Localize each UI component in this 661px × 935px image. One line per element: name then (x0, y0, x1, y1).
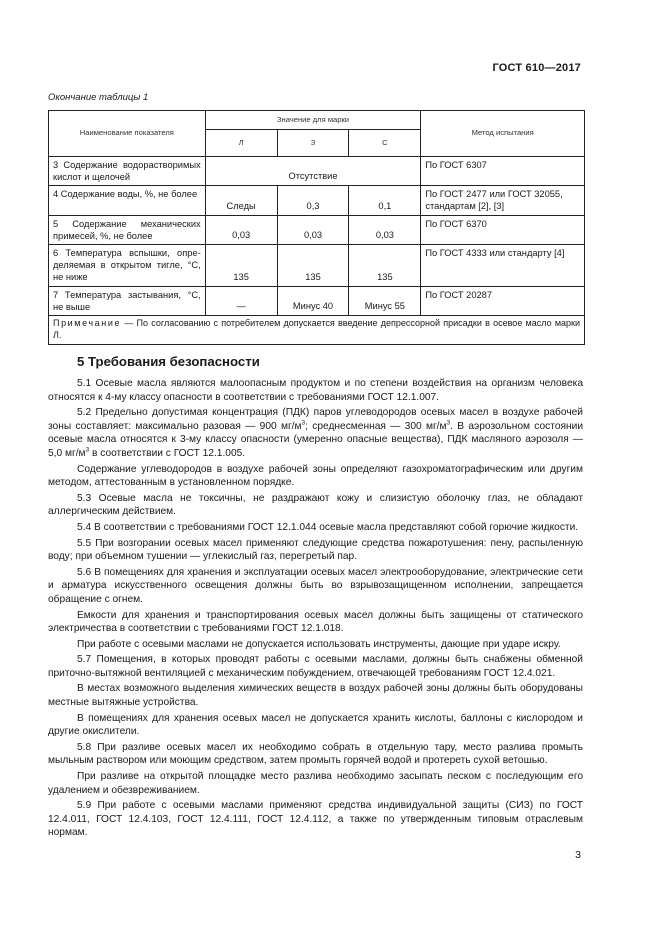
paragraph-part: . В аэрозольном состоянии осевые масла относятся к 3-му классу опасности (умеренно опасные вещества), ПДК масляного аэрозоля — 5,0 мг/м (48, 420, 584, 459)
row-name: 5 Содержание механических примесей, %, не более (49, 216, 206, 245)
paragraph: 5.9 При работе с осевыми маслами применяют средства индивидуальной защиты (СИЗ) по ГОСТ 12.4.011, ГОСТ 12.4.103, ГОСТ 12.4.111, ГОСТ 12.4.112, а также по утвержденным типовым отраслевым нормам. (48, 800, 583, 839)
row-name: 3 Содержание водорастворимых кислот и щелочей (49, 157, 206, 186)
row-value-s: Минус 55 (349, 287, 421, 316)
table-row (49, 245, 585, 287)
row-method: По ГОСТ 20287 (421, 287, 585, 316)
header-method: Метод испытания (421, 111, 585, 157)
paragraph (48, 406, 583, 460)
header-grade-z: З (277, 130, 349, 157)
row-merged-value: Отсутствие (205, 157, 421, 186)
section-body (48, 377, 583, 842)
row-name: 6 Температура вспышки, определяемая в открытом тигле, °С, не ниже (49, 245, 206, 287)
paragraph: 5.4 В соответствии с требованиями ГОСТ 12.1.044 осевые масла представляют собой горючие жидкости. (77, 521, 579, 533)
row-method: По ГОСТ 6370 (421, 216, 585, 245)
paragraph: 5.6 В помещениях для хранения и эксплуатации осевых масел электрооборудование, электрические сети и арматура искусственного освещения должны быть во взрывозащищенном исполнении, запрещается обращение с огнем. (48, 566, 583, 605)
paragraph: 5.1 Осевые масла являются малоопасным продуктом и по степени воздействия на организм человека относятся к 4-му классу опасности в соответствии с требованиями ГОСТ 12.1.007. (48, 378, 583, 403)
paragraph: Содержание углеводородов в воздухе рабочей зоны определяют газохроматографическим или другим методом, аттестованным в установленном порядке. (48, 463, 583, 489)
properties-table (48, 110, 585, 345)
paragraph: 5.7 Помещения, в которых проводят работы с осевыми маслами, должны быть снабжены обменной приточно-вытяжной вентиляцией с механическим побуждением, отвечающей требованиям ГОСТ 12.4.021. (48, 654, 583, 679)
paragraph: 5.3 Осевые масла не токсичны, не раздражают кожу и слизистую оболочку глаз, не обладают аллергическим действием. (48, 492, 583, 518)
table-row (49, 287, 585, 316)
table-note (49, 316, 585, 344)
header-value-group: Значение для марки (205, 111, 421, 130)
paragraph: 5.5 При возгорании осевых масел применяют следующие средства пожаротушения: пену, распыленную воду; при объемном тушении — углекислый газ, перегретый пар. (48, 537, 583, 563)
row-value-s: 0,1 (349, 186, 421, 216)
row-value-l: 135 (205, 245, 277, 287)
paragraph-part: 5.2 Предельно допустимая концентрация (ПДК) паров углеводородов осевых масел в воздухе рабочей зоны составляет: максимально разовая — 900 мг/м (48, 407, 583, 432)
row-method: По ГОСТ 6307 (421, 157, 585, 186)
table-row (49, 157, 585, 186)
document-header-standard: ГОСТ 610—2017 (492, 62, 581, 74)
row-name: 7 Температура застывания, °С, не выше (49, 287, 206, 316)
superscript: 3 (85, 446, 90, 454)
header-grade-s: С (349, 130, 421, 157)
row-value-l: Следы (205, 186, 277, 216)
table-row (49, 186, 585, 216)
paragraph: При разливе на открытой площадке место разлива необходимо засыпать песком с последующим его удалением и обезвреживанием. (48, 771, 583, 796)
note-label: Примечание (53, 318, 122, 329)
row-value-l: — (205, 287, 277, 316)
row-method: По ГОСТ 4333 или стандарту [4] (421, 245, 585, 287)
section-title: 5 Требования безопасности (77, 354, 260, 369)
row-value-z: 0,3 (277, 186, 349, 216)
paragraph: В местах возможного выделения химических веществ в воздух рабочей зоны должны быть оборудованы местные вытяжные устройства. (48, 683, 583, 709)
row-value-l: 0,03 (205, 216, 277, 245)
row-value-s: 0,03 (349, 216, 421, 245)
superscript: 3 (446, 419, 451, 427)
note-text: — По согласованию с потребителем допускается введение депрессорной присадки в осевое масло марки Л. (53, 318, 580, 341)
superscript: 3 (301, 419, 306, 427)
table-row (49, 216, 585, 245)
row-method: По ГОСТ 2477 или ГОСТ 32055, стандартам [2], [3] (421, 186, 585, 216)
paragraph: При работе с осевыми маслами не допускается использовать инструменты, дающие при ударе искру. (77, 638, 561, 650)
paragraph-part: ; среднесменная — 300 мг/м (305, 420, 447, 432)
paragraph: В помещениях для хранения осевых масел не допускается хранить кислоты, баллоны с кислородом и другие окислители. (48, 712, 583, 738)
row-name: 4 Содержание воды, %, не более (49, 186, 206, 216)
row-value-z: Минус 40 (277, 287, 349, 316)
row-value-z: 135 (277, 245, 349, 287)
page-number: 3 (575, 849, 581, 861)
paragraph: 5.8 При разливе осевых масел их необходимо собрать в отдельную тару, место разлива промыть мыльным раствором или моющим средством, затем промыть горячей водой и протереть сухой ветошью. (48, 741, 583, 767)
header-name: Наименование показателя (49, 111, 206, 157)
paragraph: Емкости для хранения и транспортирования осевых масел должны быть защищены от статического электричества в соответствии с требованиями ГОСТ 12.1.018. (48, 609, 583, 635)
header-grade-l: Л (205, 130, 277, 157)
row-value-z: 0,03 (277, 216, 349, 245)
row-value-s: 135 (349, 245, 421, 287)
table-caption: Окончание таблицы 1 (48, 92, 149, 103)
table-note-row (49, 316, 585, 344)
paragraph-part: в соответствии с ГОСТ 12.1.005. (89, 447, 246, 459)
